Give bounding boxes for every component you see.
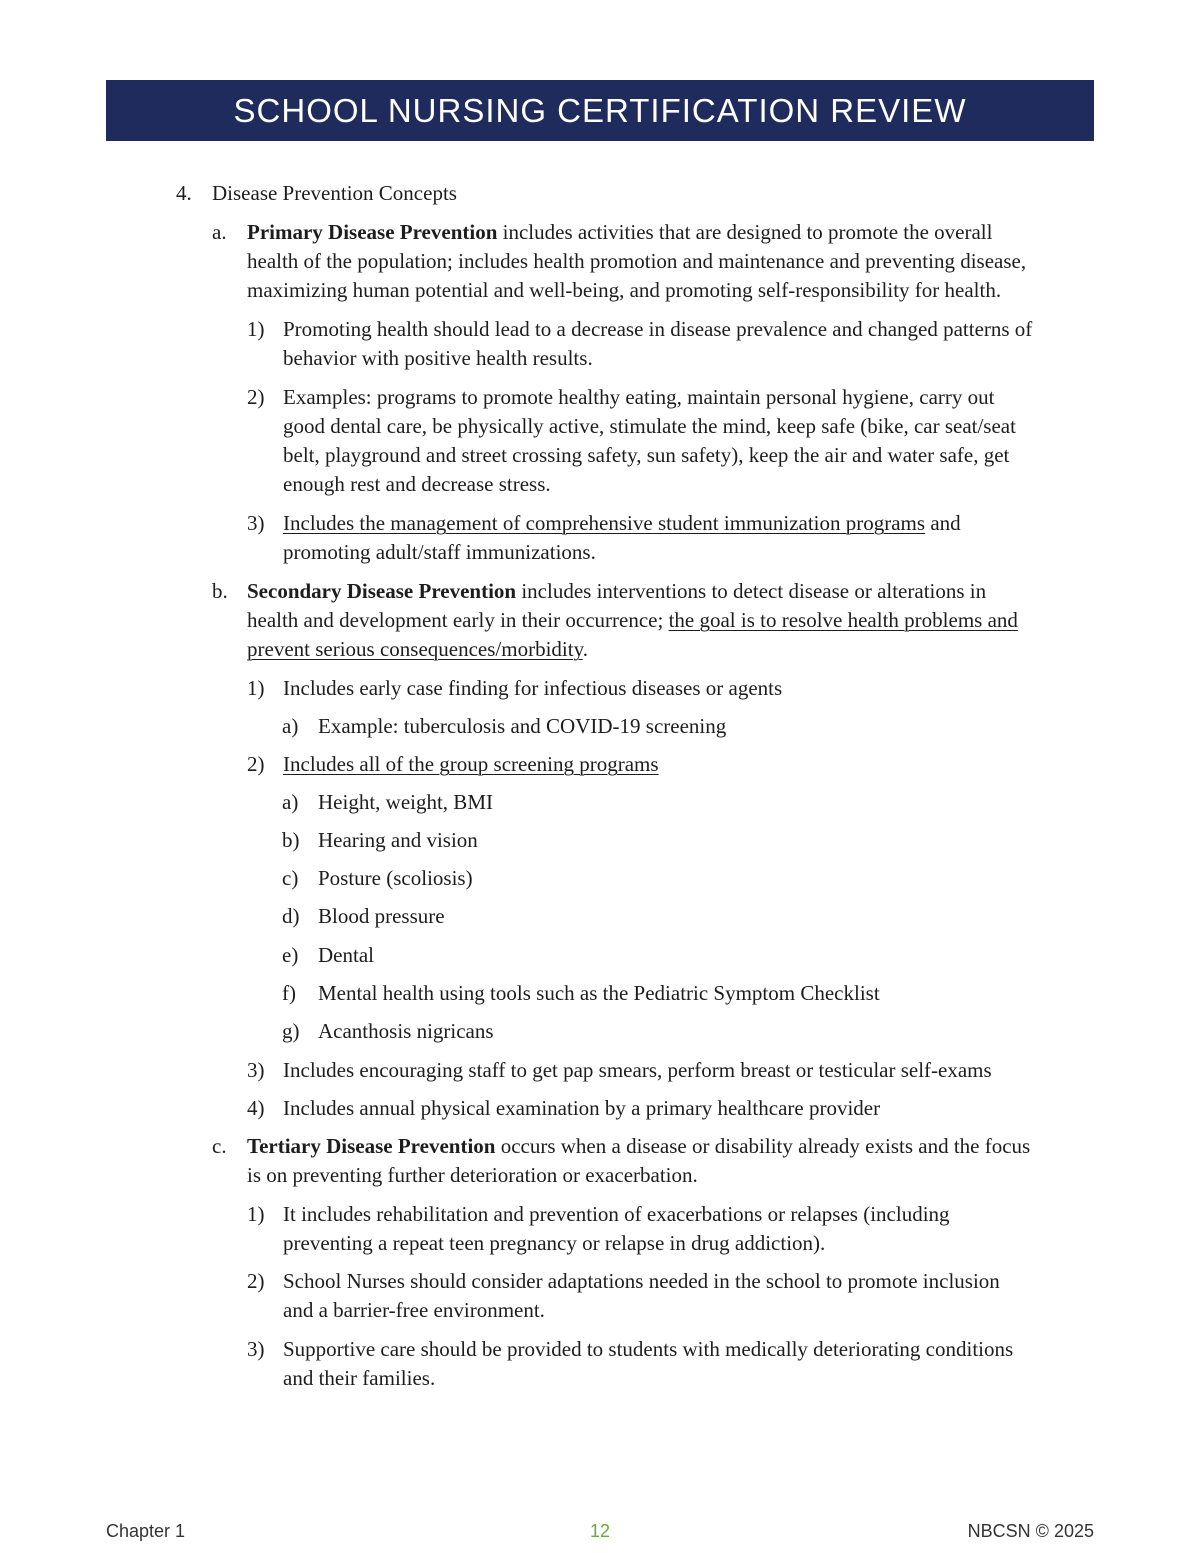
text-line: . (582, 637, 588, 661)
text-line: School Nurses should consider adaptations needed in the school to promote inclusion (283, 1269, 1000, 1293)
underlined-text: prevent serious consequences/morbidity (247, 637, 583, 661)
list-marker: 1) (247, 317, 265, 341)
list-marker: a. (212, 220, 227, 244)
secondary-prevention-term: Secondary Disease Prevention (247, 579, 517, 603)
text-line: Promoting health should lead to a decrease in disease prevalence and changed patterns of (283, 317, 1033, 341)
text-line: is on preventing further deterioration or exacerbation. (247, 1163, 698, 1187)
list-marker: f) (282, 981, 296, 1005)
tertiary-prevention-term: Tertiary Disease Prevention (247, 1134, 496, 1158)
list-marker: c. (212, 1134, 227, 1158)
underlined-text: the goal is to resolve health problems and (668, 608, 1018, 632)
text-line: behavior with positive health results. (283, 346, 593, 370)
list-marker: c) (282, 866, 299, 890)
text-line: health of the population; includes health promotion and maintenance and preventing disease, (247, 249, 1027, 273)
list-marker: 3) (247, 1337, 265, 1361)
list-marker: b. (212, 579, 228, 603)
list-marker: 3) (247, 1058, 265, 1082)
text-line: Dental (318, 943, 374, 967)
section-number: 4. (176, 181, 192, 205)
text-line: occurs when a disease or disability already exists and the focus (495, 1134, 1031, 1158)
text-line: Example: tuberculosis and COVID-19 screening (318, 714, 727, 738)
text-line: Posture (scoliosis) (318, 866, 473, 890)
text-line: and their families. (283, 1366, 436, 1390)
list-marker: 4) (247, 1096, 265, 1120)
footer-page-number: 12 (590, 1521, 611, 1541)
text-line: Acanthosis nigricans (318, 1019, 494, 1043)
list-marker: b) (282, 828, 300, 852)
text-line: enough rest and decrease stress. (283, 472, 551, 496)
page-header-banner (106, 80, 1094, 141)
text-line: Examples: programs to promote healthy eating, maintain personal hygiene, carry out (283, 385, 995, 409)
list-marker: g) (282, 1019, 300, 1043)
text-line: includes activities that are designed to promote the overall (497, 220, 993, 244)
text-line: health and development early in their occurrence; (247, 608, 669, 632)
section-title: Disease Prevention Concepts (212, 181, 457, 205)
text-line: Supportive care should be provided to students with medically deteriorating conditions (283, 1337, 1014, 1361)
text-line: It includes rehabilitation and prevention of exacerbations or relapses (including (283, 1202, 950, 1226)
text-line: and (925, 511, 961, 535)
text-line: Mental health using tools such as the Pediatric Symptom Checklist (318, 981, 880, 1005)
text-line: belt, playground and street crossing safety, sun safety), keep the air and water safe, get (283, 443, 1010, 467)
text-line: and a barrier-free environment. (283, 1298, 545, 1322)
text-line: maximizing human potential and well-being, and promoting self-responsibility for health. (247, 278, 1002, 302)
text-line: good dental care, be physically active, stimulate the mind, keep safe (bike, car seat/seat (283, 414, 1016, 438)
text-line: Blood pressure (318, 904, 445, 928)
header-title: SCHOOL NURSING CERTIFICATION REVIEW (233, 91, 967, 129)
list-marker: 2) (247, 752, 265, 776)
text-line: Height, weight, BMI (318, 790, 493, 814)
text-line: Includes early case finding for infectious diseases or agents (283, 676, 783, 700)
footer-chapter: Chapter 1 (106, 1521, 186, 1541)
text-line: preventing a repeat teen pregnancy or relapse in drug addiction). (283, 1231, 826, 1255)
text-line: includes interventions to detect disease or alterations in (516, 579, 987, 603)
list-marker: d) (282, 904, 300, 928)
list-marker: e) (282, 943, 299, 967)
list-marker: a) (282, 714, 299, 738)
list-marker: 2) (247, 385, 265, 409)
underlined-text: Includes the management of comprehensive student immunization programs (283, 511, 926, 535)
text-line: Hearing and vision (318, 828, 478, 852)
list-marker: 3) (247, 511, 265, 535)
primary-prevention-term: Primary Disease Prevention (247, 220, 498, 244)
list-marker: 1) (247, 1202, 265, 1226)
footer-copyright: NBCSN © 2025 (967, 1521, 1094, 1541)
list-marker: a) (282, 790, 299, 814)
list-marker: 2) (247, 1269, 265, 1293)
text-line: Includes annual physical examination by a primary healthcare provider (283, 1096, 881, 1120)
text-line: promoting adult/staff immunizations. (283, 540, 596, 564)
text-line: Includes encouraging staff to get pap smears, perform breast or testicular self-exams (283, 1058, 992, 1082)
list-marker: 1) (247, 676, 265, 700)
underlined-text: Includes all of the group screening programs (283, 752, 659, 776)
